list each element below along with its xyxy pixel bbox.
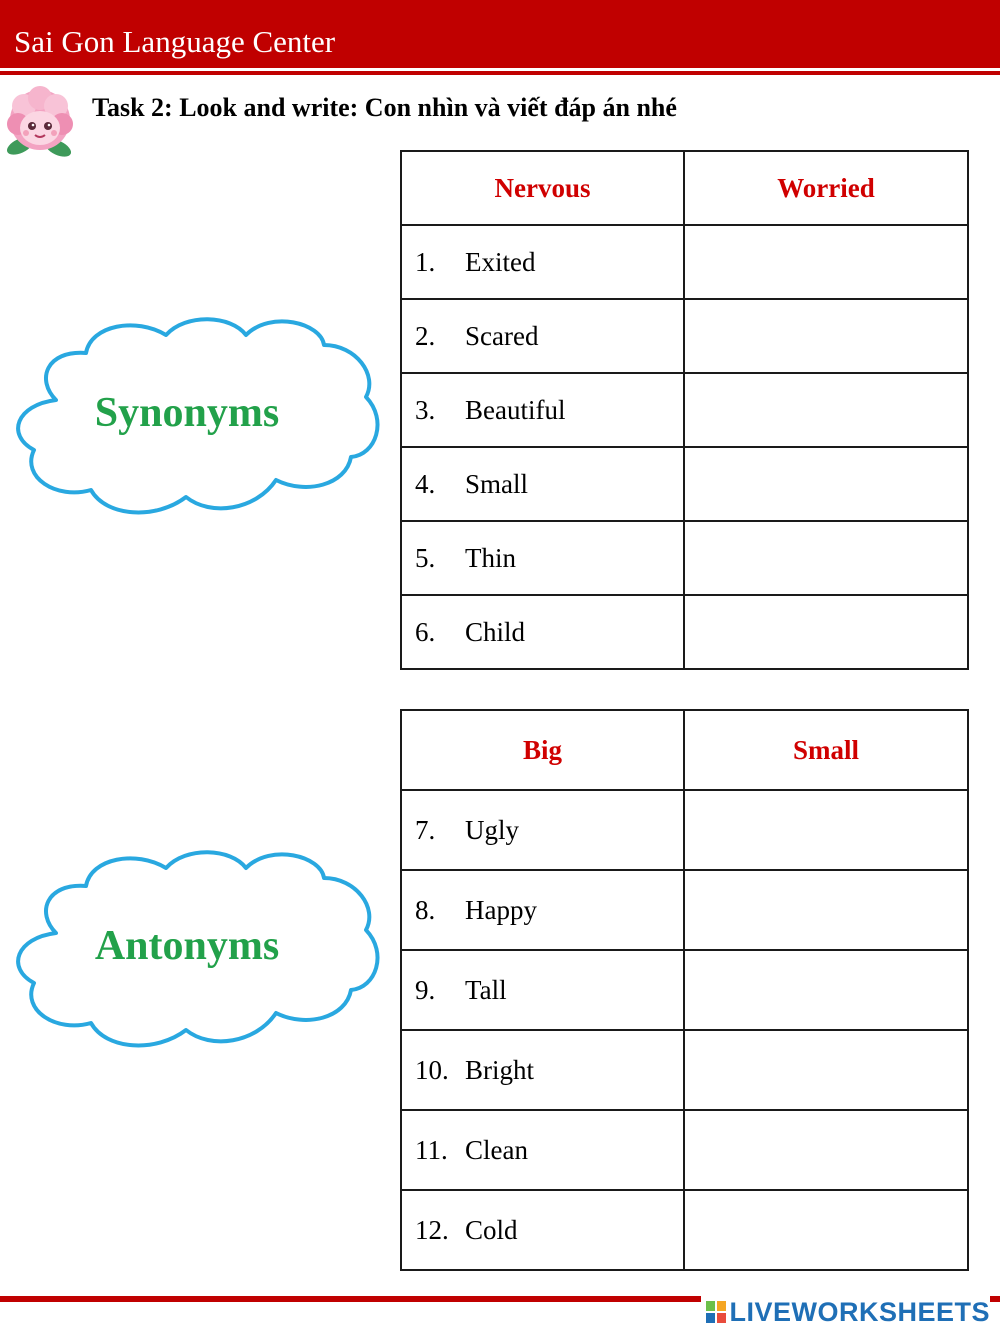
answer-cell[interactable] <box>684 299 968 373</box>
word-cell <box>401 870 684 950</box>
word-cell <box>401 225 684 299</box>
item-number: 8. <box>415 894 436 925</box>
item-number: 5. <box>415 542 436 573</box>
antonyms-table <box>400 709 969 1271</box>
item-word: Child <box>465 616 526 647</box>
liveworksheets-logo-icon <box>705 1299 727 1325</box>
word-cell <box>401 950 684 1030</box>
table-row <box>401 1030 968 1110</box>
word-cell <box>401 1110 684 1190</box>
word-cell <box>401 373 684 447</box>
answer-cell[interactable] <box>684 521 968 595</box>
table-header-row <box>401 151 968 225</box>
answer-cell[interactable] <box>684 1190 968 1270</box>
item-number: 4. <box>415 468 436 499</box>
word-cell <box>401 790 684 870</box>
answer-cell[interactable] <box>684 790 968 870</box>
answer-cell[interactable] <box>684 1030 968 1110</box>
task-title: Task 2: Look and write: Con nhìn và viết đáp án nhé <box>92 93 677 122</box>
synonyms-table <box>400 150 969 670</box>
answer-cell[interactable] <box>684 225 968 299</box>
item-number: 2. <box>415 320 436 351</box>
word-cell <box>401 595 684 669</box>
answer-cell[interactable] <box>684 447 968 521</box>
antonyms-cloud <box>6 838 382 1058</box>
item-word: Scared <box>465 320 539 351</box>
table-row <box>401 373 968 447</box>
table-row <box>401 595 968 669</box>
item-number: 11. <box>415 1134 448 1165</box>
column-header: Small <box>684 710 968 790</box>
synonyms-label: Synonyms <box>94 390 280 436</box>
table-row <box>401 521 968 595</box>
item-word: Cold <box>465 1214 518 1245</box>
word-cell <box>401 447 684 521</box>
word-cell <box>401 521 684 595</box>
item-number: 7. <box>415 814 436 845</box>
table-row <box>401 950 968 1030</box>
word-cell <box>401 1030 684 1110</box>
antonyms-label: Antonyms <box>94 923 280 969</box>
item-number: 12. <box>415 1214 449 1245</box>
flower-mascot-icon <box>2 84 78 160</box>
item-number: 6. <box>415 616 436 647</box>
brand-logo <box>701 1294 990 1330</box>
item-number: 10. <box>415 1054 449 1085</box>
answer-cell[interactable] <box>684 595 968 669</box>
column-header: Worried <box>684 151 968 225</box>
table-header-row <box>401 710 968 790</box>
item-number: 9. <box>415 974 436 1005</box>
brand-name: LIVEWORKSHEETS <box>729 1296 990 1327</box>
item-word: Clean <box>465 1134 528 1165</box>
item-word: Beautiful <box>465 394 566 425</box>
table-row <box>401 790 968 870</box>
answer-cell[interactable] <box>684 870 968 950</box>
header-divider <box>0 71 1000 75</box>
word-cell <box>401 299 684 373</box>
item-word: Small <box>465 468 529 499</box>
answer-cell[interactable] <box>684 1110 968 1190</box>
synonyms-cloud <box>6 305 382 525</box>
item-word: Tall <box>465 974 507 1005</box>
column-header: Nervous <box>401 151 684 225</box>
header-title: Sai Gon Language Center <box>14 24 336 59</box>
table-row <box>401 225 968 299</box>
table-row <box>401 447 968 521</box>
table-row <box>401 299 968 373</box>
answer-cell[interactable] <box>684 373 968 447</box>
item-word: Ugly <box>465 814 519 845</box>
item-number: 1. <box>415 246 436 277</box>
item-word: Happy <box>465 894 537 925</box>
item-word: Bright <box>465 1054 535 1085</box>
table-row <box>401 1190 968 1270</box>
table-row <box>401 1110 968 1190</box>
word-cell <box>401 1190 684 1270</box>
answer-cell[interactable] <box>684 950 968 1030</box>
item-number: 3. <box>415 394 436 425</box>
item-word: Exited <box>465 246 536 277</box>
table-row <box>401 870 968 950</box>
column-header: Big <box>401 710 684 790</box>
item-word: Thin <box>465 542 516 573</box>
